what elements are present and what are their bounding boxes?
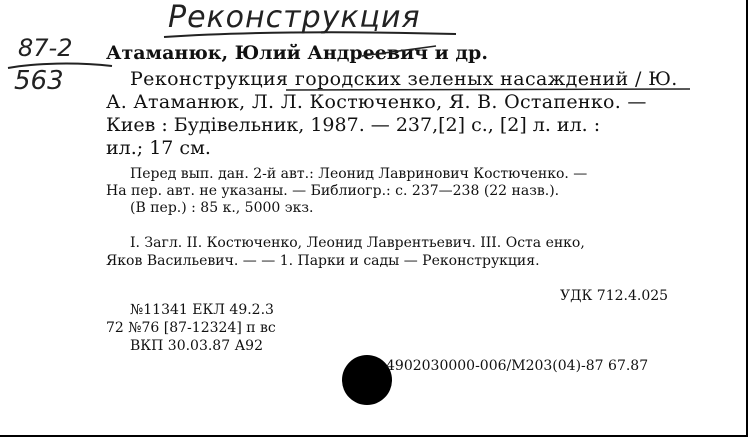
- registry-line-2: 72 №76 [87-12324] п вс: [106, 320, 276, 336]
- notes-line-3: (В пер.) : 85 к., 5000 экз.: [130, 200, 314, 216]
- registry-line-1: №11341 ЕКЛ 49.2.3: [130, 302, 274, 318]
- udc-number: УДК 712.4.025: [560, 288, 669, 304]
- author-underline: [360, 44, 440, 58]
- notes-line-1: Перед вып. дан. 2-й авт.: Леонид Лавринович Костюченко. —: [130, 166, 588, 182]
- registry-line-3: ВКП 30.03.87 А92: [130, 338, 263, 354]
- notes-line-2: На пер. авт. не указаны. — Библиогр.: с. 237—238 (22 назв.).: [106, 183, 560, 199]
- call-number-bottom: 563: [14, 66, 64, 96]
- punch-hole: [342, 355, 392, 405]
- tracing-line-1: I. Загл. II. Костюченко, Леонид Лаврентьевич. III. Оста енко,: [130, 235, 585, 251]
- handwritten-underline: [160, 28, 460, 42]
- call-number-top: 87-2: [18, 34, 73, 62]
- tracing-line-2: Яков Васильевич. — — 1. Парки и сады — Реконструкция.: [106, 253, 540, 269]
- title-line-2: А. Атаманюк, Л. Л. Костюченко, Я. В. Остапенко. —: [106, 91, 647, 113]
- title-line-4: ил.; 17 см.: [106, 137, 211, 159]
- author-heading: Атаманюк, Юлий Андреевич и др.: [106, 42, 488, 64]
- handwritten-header: Реконструкция: [168, 0, 421, 35]
- title-line-3: Киев : Будівельник, 1987. — 237,[2] с., [2] л. ил. :: [106, 114, 601, 136]
- title-line-1: Реконструкция городских зеленых насаждений / Ю.: [130, 68, 678, 90]
- isbn-code: 4902030000-006/М203(04)-87 67.87: [386, 358, 649, 374]
